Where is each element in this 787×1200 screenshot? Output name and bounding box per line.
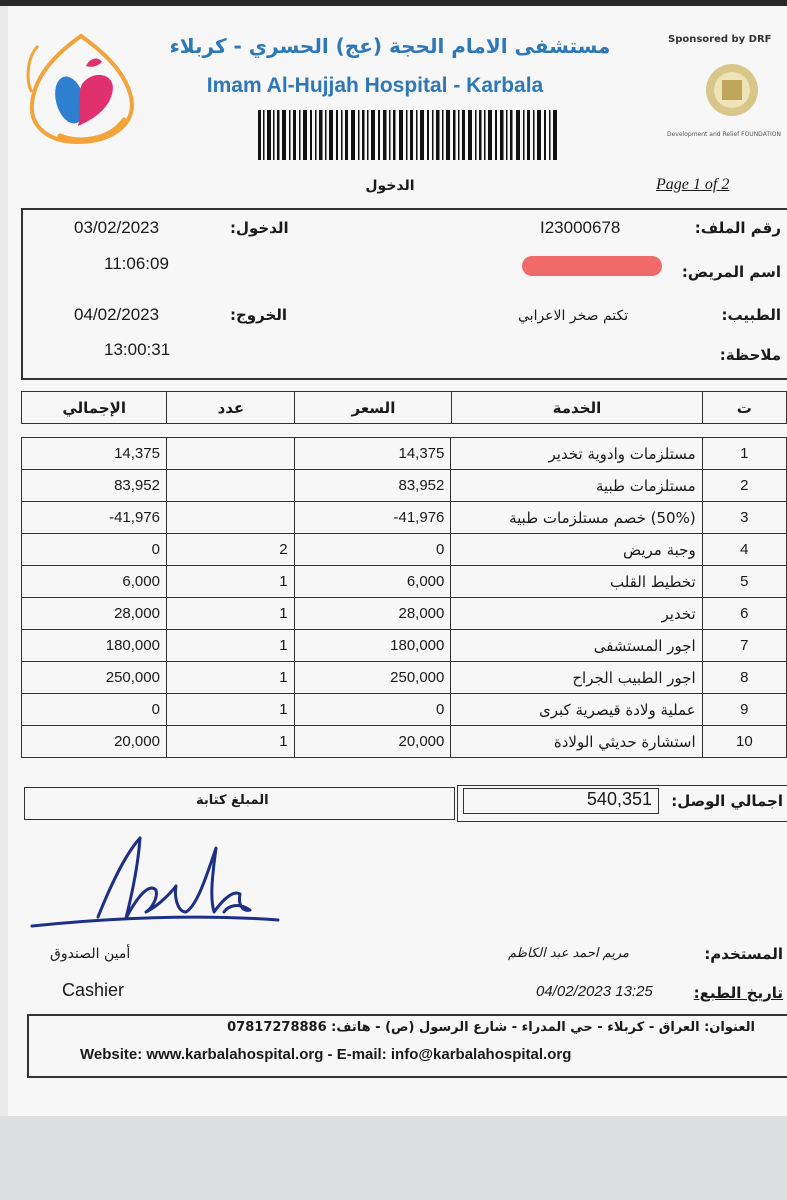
header-service: الخدمة (452, 392, 702, 424)
row-count: 1 (166, 598, 294, 630)
table-row (22, 694, 787, 726)
row-index: 5 (702, 566, 786, 598)
user-label: المستخدم: (704, 945, 783, 963)
notes-label: ملاحظة: (719, 346, 781, 364)
row-count: 2 (166, 534, 294, 566)
row-price: 28,000 (294, 598, 451, 630)
doctor-label: الطبيب: (721, 306, 781, 324)
hospital-name-english: Imam Al-Hujjah Hospital - Karbala (206, 74, 544, 97)
row-count: 1 (166, 630, 294, 662)
amount-words-label: المبلغ كتابة (196, 793, 269, 808)
row-service: اجور الطبيب الجراح (451, 662, 702, 694)
row-total: 28,000 (22, 598, 167, 630)
footer-web: Website: www.karbalahospital.org - E-mail: info@karbalahospital.org (80, 1046, 572, 1063)
row-total: 0 (22, 534, 167, 566)
table-row (22, 502, 787, 534)
row-count (166, 502, 294, 534)
row-index: 10 (702, 726, 786, 758)
foundation-text: Development and Relief FOUNDATION (667, 131, 781, 138)
items-table-header (21, 391, 787, 424)
page-indicator: Page 1 of 2 (656, 176, 730, 193)
row-price: 14,375 (294, 438, 451, 470)
admission-date: 03/02/2023 (74, 218, 160, 237)
hospital-name-arabic: مستشفى الامام الحجة (عج) الحسري - كربلاء (169, 34, 611, 58)
row-index: 8 (702, 662, 786, 694)
discharge-label: الخروج: (230, 306, 288, 324)
row-index: 9 (702, 694, 786, 726)
footer-address: العنوان: العراق - كربلاء - حي المدراء - شارع الرسول (ص) - هاتف: 07817278886 (227, 1020, 755, 1035)
discharge-date: 04/02/2023 (74, 305, 160, 324)
row-service: تخدير (451, 598, 702, 630)
print-date-label: تاريخ الطبع: (693, 984, 783, 1002)
file-number-label: رقم الملف: (694, 219, 781, 237)
table-row (22, 598, 787, 630)
row-index: 2 (702, 470, 786, 502)
document-title: الدخول (365, 178, 415, 194)
row-total: -41,976 (22, 502, 167, 534)
row-total: 83,952 (22, 470, 167, 502)
row-total: 250,000 (22, 662, 167, 694)
sponsor-text: Sponsored by DRF (668, 34, 772, 45)
row-service: مستلزمات طبية (451, 470, 702, 502)
row-count: 1 (166, 566, 294, 598)
row-count (166, 438, 294, 470)
hospital-logo-icon (20, 28, 142, 146)
admission-time: 11:06:09 (104, 254, 169, 273)
row-price: 250,000 (294, 662, 451, 694)
barcode-icon (258, 110, 558, 160)
receipt-total-value: 540,351 (463, 788, 659, 814)
row-index: 4 (702, 534, 786, 566)
cashier-arabic: أمين الصندوق (50, 946, 131, 962)
row-total: 6,000 (22, 566, 167, 598)
signature-icon (28, 832, 288, 932)
row-price: -41,976 (294, 502, 451, 534)
cashier-english: Cashier (62, 980, 125, 1000)
table-row (22, 566, 787, 598)
table-row (22, 630, 787, 662)
row-total: 14,375 (22, 438, 167, 470)
row-total: 20,000 (22, 726, 167, 758)
row-price: 0 (294, 694, 451, 726)
header-total: الإجمالي (22, 392, 167, 424)
row-count (166, 470, 294, 502)
row-count: 1 (166, 662, 294, 694)
row-service: مستلزمات وادوية تخدير (451, 438, 702, 470)
row-service: تخطيط القلب (451, 566, 702, 598)
row-count: 1 (166, 694, 294, 726)
file-number: I23000678 (540, 218, 621, 237)
background-area (0, 1116, 787, 1200)
doctor-name: تكتم صخر الاعرابي (518, 308, 629, 324)
row-service: (50%) خصم مستلزمات طبية (451, 502, 702, 534)
receipt-total-label: اجمالي الوصل: (671, 792, 783, 810)
row-index: 3 (702, 502, 786, 534)
patient-name-redaction (522, 256, 662, 276)
foundation-logo-icon (662, 56, 787, 148)
row-service: استشارة حديثي الولادة (451, 726, 702, 758)
row-price: 6,000 (294, 566, 451, 598)
table-row (22, 726, 787, 758)
admission-label: الدخول: (230, 219, 289, 237)
row-index: 6 (702, 598, 786, 630)
row-total: 180,000 (22, 630, 167, 662)
row-service: اجور المستشفى (451, 630, 702, 662)
table-row (22, 534, 787, 566)
table-row (22, 438, 787, 470)
items-table (21, 437, 787, 758)
table-row (22, 470, 787, 502)
row-price: 0 (294, 534, 451, 566)
header-index: ت (702, 392, 786, 424)
row-service: وجبة مريض (451, 534, 702, 566)
row-index: 1 (702, 438, 786, 470)
print-date: 04/02/2023 13:25 (536, 983, 653, 1000)
header-count: عدد (167, 392, 295, 424)
row-total: 0 (22, 694, 167, 726)
row-price: 83,952 (294, 470, 451, 502)
discharge-time: 13:00:31 (104, 340, 171, 359)
table-row (22, 662, 787, 694)
row-price: 180,000 (294, 630, 451, 662)
row-service: عملية ولادة قيصرية كبرى (451, 694, 702, 726)
row-index: 7 (702, 630, 786, 662)
row-price: 20,000 (294, 726, 451, 758)
row-count: 1 (166, 726, 294, 758)
user-name: مريم احمد عبد الكاظم (508, 946, 630, 961)
header-price: السعر (295, 392, 452, 424)
patient-name-label: اسم المريض: (681, 263, 781, 281)
table-header-row (22, 392, 787, 424)
